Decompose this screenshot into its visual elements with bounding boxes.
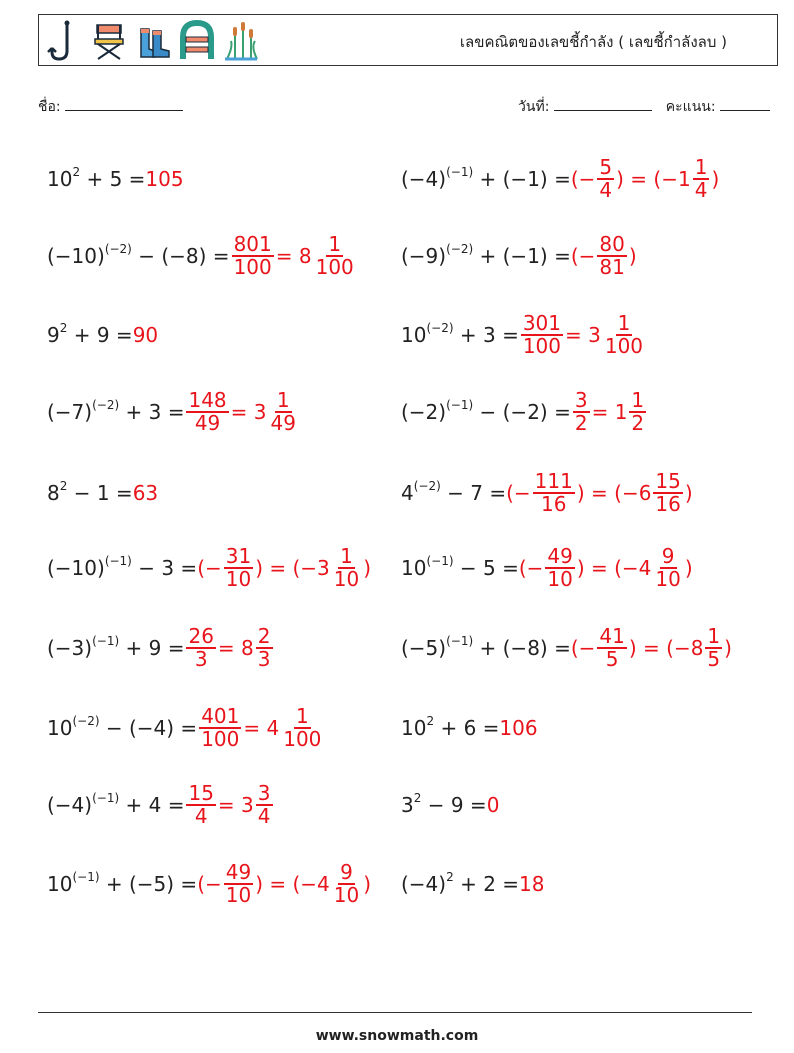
question: $8^2 - 1$ = bbox=[47, 479, 133, 505]
answer bbox=[184, 783, 274, 827]
exponent: (−2) bbox=[72, 714, 100, 728]
answer bbox=[571, 234, 637, 278]
numerator: 26 bbox=[188, 624, 214, 648]
exponent: 2 bbox=[59, 479, 68, 493]
numerator: 1 bbox=[631, 388, 645, 412]
question: $4^{(-2)} - 7$ = bbox=[401, 479, 507, 505]
answer: 63 bbox=[132, 481, 159, 505]
answer bbox=[197, 706, 325, 750]
answer-prefix: (− bbox=[570, 244, 596, 268]
question: $(-5)^{(-1)} + (-8)$ = bbox=[401, 634, 571, 660]
problem-item bbox=[401, 157, 719, 201]
problem-item bbox=[47, 157, 184, 201]
exponent: 2 bbox=[59, 321, 68, 335]
answer-prefix: (− bbox=[570, 636, 596, 660]
score-label: คะแนน: bbox=[665, 99, 716, 115]
answer-suffix: ) bbox=[363, 556, 372, 580]
denominator: 10 bbox=[333, 883, 360, 907]
director-chair-icon bbox=[89, 19, 129, 63]
problem-item bbox=[401, 783, 499, 827]
exponent: 2 bbox=[72, 165, 81, 179]
denominator: 10 bbox=[655, 567, 681, 591]
numerator: 9 bbox=[661, 544, 675, 568]
answer: 105 bbox=[145, 167, 184, 191]
footer-url: www.snowmath.com bbox=[315, 1028, 479, 1044]
numerator: 41 bbox=[599, 624, 625, 648]
answer-mid: ) bbox=[628, 244, 637, 268]
exponent: (−1) bbox=[426, 554, 454, 568]
denominator: 2 bbox=[631, 411, 645, 435]
answer-fraction bbox=[186, 783, 215, 827]
name-field bbox=[38, 96, 183, 118]
question: $10^{(-2)} - (-4)$ = bbox=[47, 714, 198, 740]
question: $10^{(-1)} + (-5)$ = bbox=[47, 870, 198, 896]
problem-item bbox=[401, 313, 647, 357]
denominator: 100 bbox=[283, 727, 322, 751]
cattail-reeds-icon bbox=[221, 19, 261, 63]
answer-suffix: ) bbox=[724, 636, 732, 660]
name-label: ชื่อ: bbox=[38, 99, 61, 115]
question: $10^{(-2)} + 3$ = bbox=[401, 321, 519, 347]
denominator: 100 bbox=[233, 255, 272, 279]
answer-mixed-fraction bbox=[603, 313, 645, 357]
answer-suffix: ) bbox=[684, 481, 693, 505]
answer-fraction bbox=[597, 234, 626, 278]
problem-item bbox=[47, 471, 158, 515]
answer-mid: = 3 bbox=[565, 323, 601, 347]
problem-item bbox=[47, 234, 358, 278]
answer bbox=[197, 546, 371, 590]
exponent: (−2) bbox=[104, 242, 132, 256]
answer-suffix: ) bbox=[363, 872, 372, 896]
answer-mixed-fraction bbox=[281, 706, 323, 750]
problem-item bbox=[47, 313, 158, 357]
score-blank[interactable] bbox=[720, 98, 770, 111]
numerator: 80 bbox=[599, 232, 625, 256]
denominator: 5 bbox=[605, 647, 619, 671]
denominator: 81 bbox=[599, 255, 625, 279]
question: $10^{(-1)} - 5$ = bbox=[401, 554, 519, 580]
answer-prefix: (− bbox=[506, 481, 531, 505]
answer-fraction bbox=[224, 546, 253, 590]
exponent: (−1) bbox=[92, 791, 120, 805]
denominator: 10 bbox=[333, 567, 360, 591]
answer-mixed-fraction bbox=[693, 157, 710, 201]
denominator: 4 bbox=[194, 804, 208, 828]
answer-mixed-fraction bbox=[269, 390, 298, 434]
numerator: 148 bbox=[188, 388, 227, 412]
exponent: (−1) bbox=[446, 398, 474, 412]
worksheet-title: เลขคณิตของเลขชี้กำลัง ( เลขชี้กำลังลบ ) bbox=[459, 33, 727, 51]
answer-mixed-fraction bbox=[256, 626, 273, 670]
denominator: 100 bbox=[604, 334, 644, 358]
problem-item bbox=[47, 546, 371, 590]
answer bbox=[519, 313, 647, 357]
date-score-field bbox=[518, 96, 770, 118]
problem-item bbox=[401, 471, 693, 515]
date-label: วันที่: bbox=[518, 99, 550, 115]
answer-fraction bbox=[186, 626, 215, 670]
answer-mixed-fraction bbox=[653, 546, 682, 590]
question: $(-10)^{(-2)} - (-8)$ = bbox=[47, 242, 230, 268]
answer bbox=[506, 471, 693, 515]
header-icons bbox=[45, 19, 261, 63]
answer-fraction bbox=[533, 471, 575, 515]
numerator: 49 bbox=[225, 860, 252, 884]
numerator: 2 bbox=[257, 624, 271, 648]
answer-mid: ) = (−4 bbox=[576, 556, 652, 580]
answer-mid: ) = (−4 bbox=[255, 872, 330, 896]
denominator: 3 bbox=[194, 647, 208, 671]
footer-divider bbox=[38, 1012, 752, 1013]
question: $(-9)^{(-2)} + (-1)$ = bbox=[401, 242, 571, 268]
numerator: 1 bbox=[295, 704, 309, 728]
answer-mixed-fraction bbox=[332, 862, 361, 906]
numerator: 1 bbox=[694, 155, 708, 179]
answer bbox=[230, 234, 358, 278]
problem-item bbox=[401, 626, 732, 670]
problem-item bbox=[401, 234, 637, 278]
denominator: 10 bbox=[225, 567, 252, 591]
answer-mid: = 3 bbox=[217, 793, 254, 817]
problem-item bbox=[47, 706, 325, 750]
answer-mixed-fraction bbox=[653, 471, 682, 515]
denominator: 100 bbox=[315, 255, 354, 279]
exponent: (−1) bbox=[446, 634, 474, 648]
problem-item bbox=[47, 390, 300, 434]
answer-mid: = 4 bbox=[243, 716, 280, 740]
question: $(-3)^{(-1)} + 9$ = bbox=[47, 634, 185, 660]
answer-prefix: (− bbox=[197, 556, 222, 580]
problem-item bbox=[401, 390, 648, 434]
denominator: 2 bbox=[574, 411, 588, 435]
answer: 106 bbox=[499, 716, 538, 740]
answer-mid: = 8 bbox=[275, 244, 312, 268]
answer-mid: = 8 bbox=[217, 636, 254, 660]
denominator: 100 bbox=[522, 334, 562, 358]
question: $(-4)^{(-1)} + (-1)$ = bbox=[401, 165, 571, 191]
numerator: 1 bbox=[340, 544, 353, 568]
denominator: 100 bbox=[201, 727, 240, 751]
exponent: (−2) bbox=[92, 398, 120, 412]
answer-mid: = 1 bbox=[591, 400, 628, 424]
numerator: 9 bbox=[340, 860, 353, 884]
question: $(-2)^{(-1)} - (-2)$ = bbox=[401, 398, 571, 424]
answer-suffix: ) bbox=[711, 167, 720, 191]
answer bbox=[184, 626, 274, 670]
answer bbox=[571, 390, 648, 434]
numerator: 49 bbox=[547, 544, 573, 568]
exponent: (−1) bbox=[92, 634, 120, 648]
denominator: 49 bbox=[270, 411, 296, 435]
answer-fraction bbox=[573, 390, 590, 434]
answer-fraction bbox=[224, 862, 253, 906]
answer-fraction bbox=[186, 390, 228, 434]
answer-fraction bbox=[521, 313, 563, 357]
exponent: (−2) bbox=[446, 242, 474, 256]
denominator: 4 bbox=[257, 804, 271, 828]
numerator: 5 bbox=[599, 155, 613, 179]
answer-mid: ) = (−3 bbox=[255, 556, 330, 580]
answer-mid: ) = (−1 bbox=[616, 167, 691, 191]
answer-mixed-fraction bbox=[629, 390, 646, 434]
exponent: (−2) bbox=[413, 479, 441, 493]
problem-item bbox=[47, 626, 275, 670]
denominator: 3 bbox=[257, 647, 271, 671]
question: $(-7)^{(-2)} + 3$ = bbox=[47, 398, 185, 424]
exponent: 2 bbox=[413, 791, 422, 805]
name-blank[interactable] bbox=[65, 98, 183, 111]
answer-mid: ) = (−8 bbox=[628, 636, 704, 660]
question: $10^2 + 5$ = bbox=[47, 165, 146, 191]
exponent: (−2) bbox=[426, 321, 454, 335]
exponent: (−1) bbox=[104, 554, 132, 568]
answer-fraction bbox=[199, 706, 241, 750]
answer bbox=[571, 157, 719, 201]
answer-prefix: (− bbox=[197, 872, 222, 896]
exponent: (−1) bbox=[446, 165, 474, 179]
date-blank[interactable] bbox=[554, 98, 652, 111]
numerator: 3 bbox=[257, 781, 271, 805]
answer bbox=[571, 626, 732, 670]
answer bbox=[519, 546, 693, 590]
question: $(-4)^{(-1)} + 4$ = bbox=[47, 791, 185, 817]
answer-mixed-fraction bbox=[332, 546, 361, 590]
problem-item bbox=[401, 862, 545, 906]
answer-mixed-fraction bbox=[256, 783, 273, 827]
answer-prefix: (− bbox=[570, 167, 596, 191]
rubber-boots-icon bbox=[133, 19, 173, 63]
answer bbox=[184, 390, 299, 434]
problem-item bbox=[47, 783, 275, 827]
answer-fraction bbox=[232, 234, 274, 278]
answer: 18 bbox=[519, 872, 545, 896]
numerator: 15 bbox=[188, 781, 214, 805]
answer bbox=[197, 862, 371, 906]
answer-mixed-fraction bbox=[314, 234, 356, 278]
denominator: 4 bbox=[694, 178, 708, 202]
life-ring-icon bbox=[177, 19, 217, 63]
denominator: 16 bbox=[655, 492, 681, 516]
exponent: 2 bbox=[446, 870, 454, 884]
numerator: 1 bbox=[276, 388, 290, 412]
question: $9^2 + 9$ = bbox=[47, 321, 133, 347]
problem-item bbox=[401, 546, 693, 590]
answer-mid: ) = (−6 bbox=[576, 481, 652, 505]
numerator: 111 bbox=[534, 469, 573, 493]
question: $(-10)^{(-1)} - 3$ = bbox=[47, 554, 198, 580]
fishing-hook-icon bbox=[45, 19, 85, 63]
numerator: 1 bbox=[328, 232, 342, 256]
answer-fraction bbox=[545, 546, 574, 590]
question: $(-4)^2 + 2$ = bbox=[401, 870, 520, 896]
answer-suffix: ) bbox=[684, 556, 693, 580]
worksheet-header bbox=[38, 14, 778, 66]
answer: 90 bbox=[132, 323, 159, 347]
numerator: 801 bbox=[233, 232, 272, 256]
denominator: 4 bbox=[599, 178, 613, 202]
question: $3^2 - 9$ = bbox=[401, 791, 487, 817]
denominator: 16 bbox=[541, 492, 567, 516]
denominator: 10 bbox=[225, 883, 252, 907]
problem-item bbox=[47, 862, 371, 906]
numerator: 301 bbox=[522, 311, 562, 335]
numerator: 401 bbox=[201, 704, 240, 728]
answer-mid: = 3 bbox=[230, 400, 267, 424]
numerator: 15 bbox=[655, 469, 681, 493]
numerator: 1 bbox=[707, 624, 721, 648]
numerator: 31 bbox=[225, 544, 252, 568]
denominator: 10 bbox=[547, 567, 573, 591]
answer-prefix: (− bbox=[518, 556, 544, 580]
answer-fraction bbox=[597, 626, 626, 670]
answer-mixed-fraction bbox=[705, 626, 722, 670]
denominator: 49 bbox=[194, 411, 221, 435]
exponent: (−1) bbox=[72, 870, 100, 884]
exponent: 2 bbox=[426, 714, 435, 728]
numerator: 1 bbox=[617, 311, 631, 335]
answer-fraction bbox=[597, 157, 614, 201]
problem-item bbox=[401, 706, 538, 750]
numerator: 3 bbox=[574, 388, 588, 412]
answer: 0 bbox=[486, 793, 500, 817]
denominator: 5 bbox=[707, 647, 721, 671]
question: $10^2 + 6$ = bbox=[401, 714, 500, 740]
